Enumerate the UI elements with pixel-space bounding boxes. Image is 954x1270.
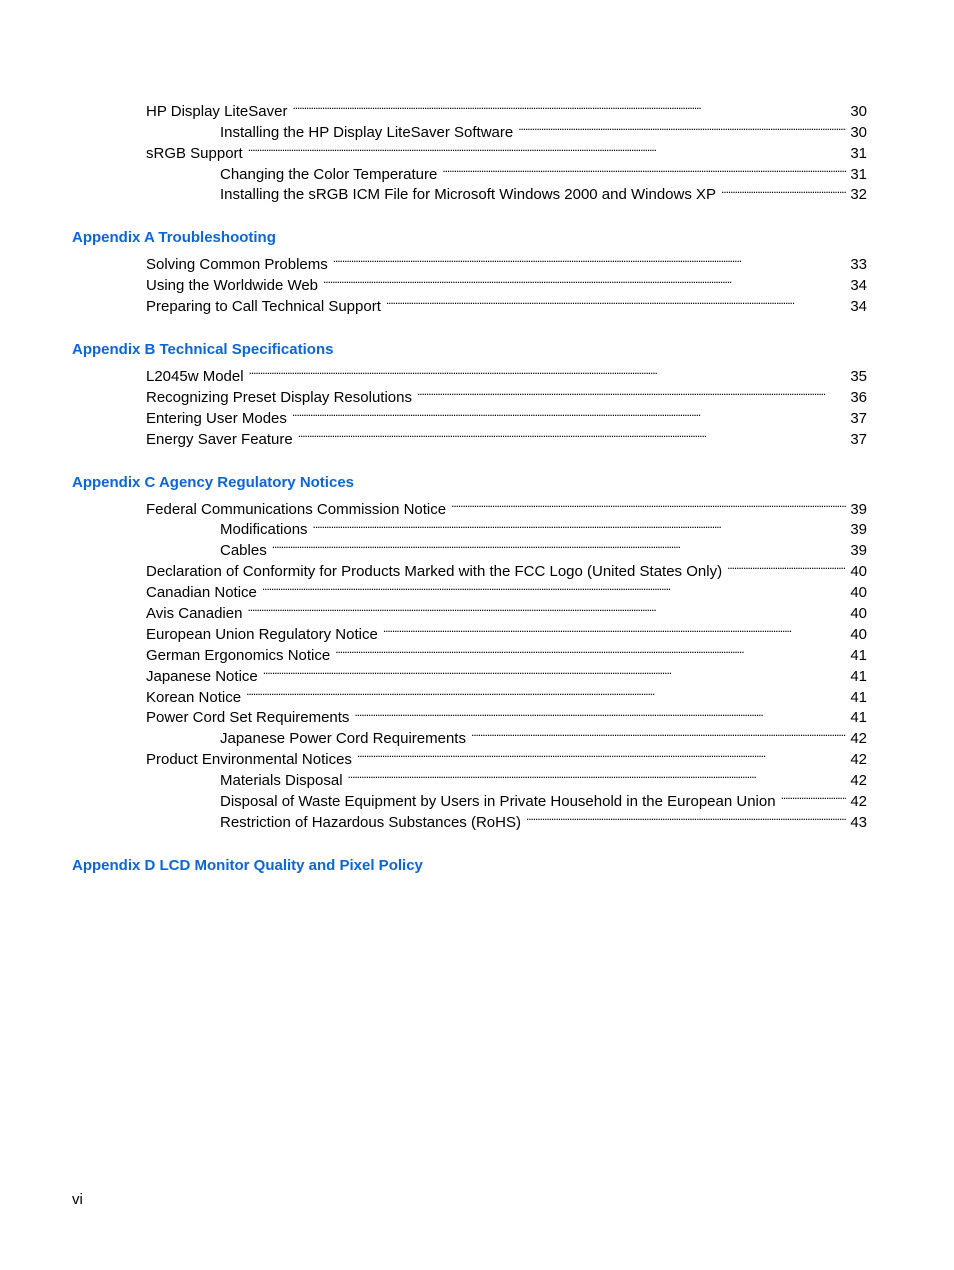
dot-leader xyxy=(471,722,846,743)
appendix-heading-link[interactable]: Appendix C Agency Regulatory Notices xyxy=(72,473,354,491)
toc-entry-title: Declaration of Conformity for Products Marked with the FCC Logo (United States Only) xyxy=(146,563,723,581)
toc-entry-title: German Ergonomics Notice xyxy=(146,646,331,664)
dot-leader xyxy=(727,555,846,576)
toc-entry-page-number: 40 xyxy=(850,625,867,643)
toc-entry-title: Japanese Notice xyxy=(146,667,258,685)
toc-entry-link[interactable] xyxy=(146,248,867,274)
toc-section xyxy=(72,95,867,204)
toc-entry-title: Japanese Power Cord Requirements xyxy=(220,730,466,748)
toc-entry-page-number: 37 xyxy=(850,430,867,448)
toc-entry-title: Energy Saver Feature xyxy=(146,430,293,448)
toc-entry-page-number: 32 xyxy=(850,186,867,204)
dot-leader xyxy=(518,116,846,137)
toc-entry-page-number: 42 xyxy=(850,772,867,790)
toc-entry-page-number: 31 xyxy=(850,165,867,183)
toc-entry-link[interactable] xyxy=(146,702,867,727)
toc-entry-link[interactable] xyxy=(220,158,867,183)
toc-section xyxy=(72,339,867,448)
toc-entry-page-number: 39 xyxy=(850,542,867,560)
dot-leader xyxy=(357,743,846,764)
dot-leader xyxy=(262,576,846,597)
toc-entry-title: Federal Communications Commission Notice xyxy=(146,500,447,518)
dot-leader xyxy=(386,290,846,311)
toc-entry-title: Solving Common Problems xyxy=(146,256,328,274)
toc-entry-title: Recognizing Preset Display Resolutions xyxy=(146,388,412,406)
toc-entry-page-number: 30 xyxy=(850,123,867,141)
dot-leader xyxy=(417,381,846,402)
toc-entry-title: Restriction of Hazardous Substances (RoHS) xyxy=(220,813,521,831)
dot-leader xyxy=(526,806,846,827)
toc-entry-page-number: 35 xyxy=(850,368,867,386)
toc-entry-page-number: 42 xyxy=(850,793,867,811)
toc-entry-link[interactable] xyxy=(220,514,867,539)
toc-entry-page-number: 42 xyxy=(850,730,867,748)
dot-leader xyxy=(781,785,847,806)
dot-leader xyxy=(249,360,847,381)
toc-entry-title: Cables xyxy=(220,542,267,560)
toc-entry-title: Installing the HP Display LiteSaver Software xyxy=(220,123,514,141)
appendix-heading-link[interactable]: Appendix D LCD Monitor Quality and Pixel Policy xyxy=(72,856,423,874)
dot-leader xyxy=(298,423,847,444)
toc-entry-page-number: 34 xyxy=(850,277,867,295)
toc-entry-page-number: 41 xyxy=(850,688,867,706)
toc-entry-page-number: 39 xyxy=(850,500,867,518)
toc-entry-title: Korean Notice xyxy=(146,688,242,706)
dot-leader xyxy=(248,137,847,158)
toc-entry-link[interactable] xyxy=(146,137,867,162)
toc-entry-link[interactable] xyxy=(146,360,867,386)
toc-entry-page-number: 43 xyxy=(850,813,867,831)
toc-section xyxy=(72,227,867,316)
toc-entry-link[interactable] xyxy=(146,381,867,406)
toc-entry-title: Modifications xyxy=(220,521,308,539)
toc-entry-page-number: 40 xyxy=(850,584,867,602)
toc-entry-page-number: 37 xyxy=(850,409,867,427)
toc-entry-page-number: 41 xyxy=(850,709,867,727)
appendix-heading-link[interactable]: Appendix B Technical Specifications xyxy=(72,341,334,359)
toc-entry-title: Installing the sRGB ICM File for Microsoft Windows 2000 and Windows XP xyxy=(220,186,717,204)
dot-leader xyxy=(313,514,847,535)
page-number: vi xyxy=(72,1191,83,1208)
toc-entry-title: Materials Disposal xyxy=(220,772,343,790)
dot-leader xyxy=(383,618,847,639)
dot-leader xyxy=(263,660,847,681)
toc-entry-page-number: 39 xyxy=(850,521,867,539)
toc-entry-link[interactable] xyxy=(146,597,867,623)
toc-section xyxy=(72,472,867,831)
toc-entry-page-number: 33 xyxy=(850,256,867,274)
toc-entry-page-number: 34 xyxy=(850,298,867,316)
dot-leader xyxy=(442,158,846,179)
dot-leader xyxy=(292,402,846,423)
dot-leader xyxy=(348,764,847,785)
toc-entry-title: sRGB Support xyxy=(146,144,243,162)
appendix-heading-link[interactable]: Appendix A Troubleshooting xyxy=(72,229,276,247)
dot-leader xyxy=(246,681,846,702)
dot-leader xyxy=(335,639,846,660)
toc-entry-title: L2045w Model xyxy=(146,368,244,386)
toc-entry-page-number: 40 xyxy=(850,605,867,623)
toc-entry-link[interactable] xyxy=(146,681,867,706)
toc-entry-title: Avis Canadien xyxy=(146,605,243,623)
toc-entry-link[interactable] xyxy=(220,534,867,560)
toc-entry-page-number: 41 xyxy=(850,667,867,685)
table-of-contents xyxy=(72,95,867,904)
toc-entry-link[interactable] xyxy=(146,95,867,120)
dot-leader xyxy=(272,534,847,555)
toc-entry-title: Using the Worldwide Web xyxy=(146,277,319,295)
toc-entry-page-number: 42 xyxy=(850,751,867,769)
dot-leader xyxy=(354,702,846,723)
toc-entry-title: Power Cord Set Requirements xyxy=(146,709,350,727)
toc-entry-page-number: 40 xyxy=(850,563,867,581)
toc-entry-page-number: 30 xyxy=(850,102,867,120)
dot-leader xyxy=(247,597,846,618)
toc-entry-title: Product Environmental Notices xyxy=(146,751,352,769)
toc-entry-link[interactable] xyxy=(220,116,867,141)
toc-entry-title: HP Display LiteSaver xyxy=(146,102,288,120)
dot-leader xyxy=(292,95,846,116)
toc-entry-page-number: 36 xyxy=(850,388,867,406)
toc-entry-title: Disposal of Waste Equipment by Users in Private Household in the European Union xyxy=(220,793,776,811)
toc-entry-title: European Union Regulatory Notice xyxy=(146,625,378,643)
toc-entry-page-number: 41 xyxy=(850,646,867,664)
dot-leader xyxy=(721,179,846,200)
toc-entry-link[interactable] xyxy=(146,493,867,518)
dot-leader xyxy=(323,269,846,290)
toc-entry-link[interactable] xyxy=(146,618,867,643)
toc-entry-title: Preparing to Call Technical Support xyxy=(146,298,381,316)
toc-section xyxy=(72,855,867,876)
toc-entry-page-number: 31 xyxy=(850,144,867,162)
dot-leader xyxy=(451,493,846,514)
toc-entry-title: Canadian Notice xyxy=(146,584,257,602)
toc-entry-title: Changing the Color Temperature xyxy=(220,165,438,183)
dot-leader xyxy=(333,248,847,269)
toc-entry-title: Entering User Modes xyxy=(146,409,287,427)
